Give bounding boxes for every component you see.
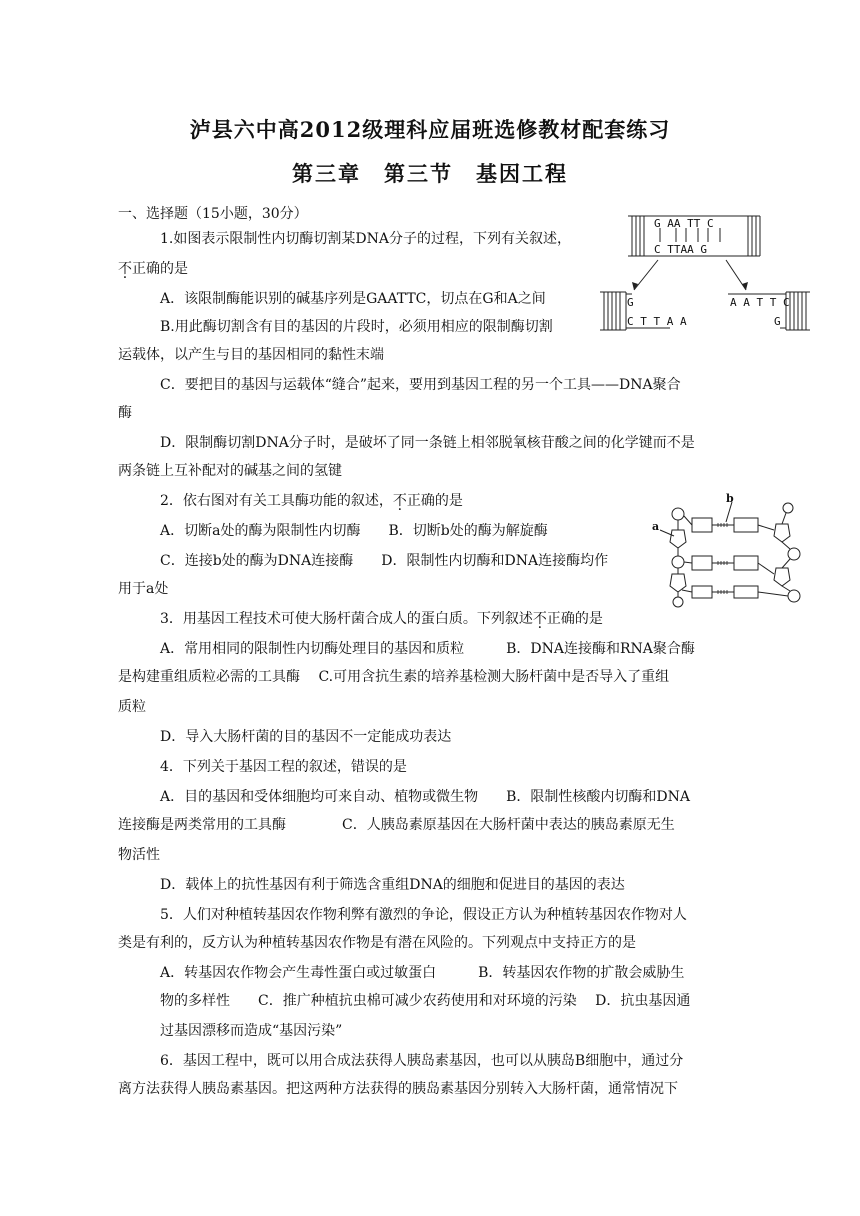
q3-line-1: A．常用相同的限制性内切酶处理目的基因和质粒 B．DNA连接酶和RNA聚合酶 — [160, 641, 695, 657]
restriction-cut-diagram — [598, 210, 814, 336]
q5-line-4: 物的多样性 C．推广种植抗虫棉可减少农药使用和对环境的污染 D．抗虫基因通 — [160, 993, 691, 1009]
fig1-right-bottom: G — [774, 315, 781, 328]
q3-line-4: D．导入大肠杆菌的目的基因不一定能成功表达 — [160, 729, 452, 745]
emphasis-dot: 不 — [532, 611, 547, 627]
q1-option-d-cont: 两条链上互补配对的碱基之间的氢键 — [118, 463, 342, 479]
emphasis-dot: 不 — [118, 261, 132, 277]
q4-line-4: D．载体上的抗性基因有利于筛选含重组DNA的细胞和促进目的基因的表达 — [160, 877, 625, 893]
q4-stem: 4．下列关于基因工程的叙述，错误的是 — [160, 759, 407, 775]
fig2-label-a: a — [652, 520, 660, 533]
fig2-label-b: b — [726, 492, 734, 505]
q6-line-1: 6．基因工程中，既可以用合成法获得人胰岛素基因，也可以从胰岛B细胞中，通过分 — [160, 1053, 684, 1069]
q2-stem: 2．依右图对有关工具酶功能的叙述，不正确的是 — [160, 493, 463, 509]
q3-line-3: 质粒 — [118, 699, 146, 715]
fig1-left-top: G — [627, 296, 634, 309]
q1-option-c: C．要把目的基因与运载体“缝合”起来，要用到基因工程的另一个工具——DNA聚合 — [160, 377, 681, 393]
q1-stem-cont — [118, 259, 188, 279]
fig1-left-bottom: C T T A A — [627, 315, 687, 328]
section-heading: 一、选择题（15小题，30分） — [118, 206, 308, 222]
q2-option-d-cont: 用于a处 — [118, 581, 169, 597]
fig1-right-top: A A T T C — [730, 296, 790, 309]
q1-option-d: D．限制酶切割DNA分子时，是破坏了同一条链上相邻脱氧核苷酸之间的化学键而不是 — [160, 435, 695, 451]
q2-options-ab: A．切断a处的酶为限制性内切酶 B．切断b处的酶为解旋酶 — [160, 523, 548, 539]
q5-line-3: A．转基因农作物会产生毒性蛋白或过敏蛋白 B．转基因农作物的扩散会威胁生 — [160, 965, 685, 981]
emphasis-dot: 不 — [392, 493, 407, 509]
fig1-top-strand: G AA TT C — [654, 217, 714, 230]
q5-line-5: 过基因漂移而造成“基因污染” — [160, 1023, 343, 1039]
q3-line-2: 是构建重组质粒必需的工具酶 C.可用含抗生素的培养基检测大肠杆菌中是否导入了重组 — [118, 669, 670, 685]
page-subtitle: 第三章 第三节 基因工程 — [292, 161, 568, 186]
q4-line-3: 物活性 — [118, 847, 160, 863]
q5-line-2: 类是有利的，反方认为种植转基因农作物是有潜在风险的。下列观点中支持正方的是 — [118, 935, 636, 951]
fig1-bottom-strand: C TTAA G — [654, 243, 707, 256]
q6-line-2: 离方法获得人胰岛素基因。把这两种方法获得的胰岛素基因分别转入大肠杆菌，通常情况下 — [118, 1081, 678, 1097]
q4-line-2: 连接酶是两类常用的工具酶 C．人胰岛素原基因在大肠杆菌中表达的胰岛素原无生 — [118, 817, 675, 833]
q1-option-b-cont: 运载体，以产生与目的基因相同的黏性末端 — [118, 347, 384, 363]
q5-line-1: 5．人们对种植转基因农作物利弊有激烈的争论，假设正方认为种植转基因农作物对人 — [160, 907, 687, 923]
q2-options-cd: C．连接b处的酶为DNA连接酶 D．限制性内切酶和DNA连接酶均作 — [160, 553, 609, 569]
dna-structure-diagram — [648, 490, 814, 608]
q1-option-b: B.用此酶切割含有目的基因的片段时，必须用相应的限制酶切割 — [160, 319, 553, 335]
q1-stem-tail: 正确的是 — [132, 261, 188, 277]
q1-option-a: A．该限制酶能识别的碱基序列是GAATTC，切点在G和A之间 — [160, 291, 546, 307]
q4-line-1: A．目的基因和受体细胞均可来自动、植物或微生物 B．限制性核酸内切酶和DNA — [160, 789, 690, 805]
q3-stem: 3．用基因工程技术可使大肠杆菌合成人的蛋白质。下列叙述不正确的是 — [160, 611, 603, 627]
q1-stem: 1.如图表示限制性内切酶切割某DNA分子的过程，下列有关叙述， — [160, 231, 571, 247]
page-title: 泸县六中高2012级理科应届班选修教材配套练习 — [189, 117, 671, 142]
q1-option-c-cont: 酶 — [118, 405, 132, 421]
